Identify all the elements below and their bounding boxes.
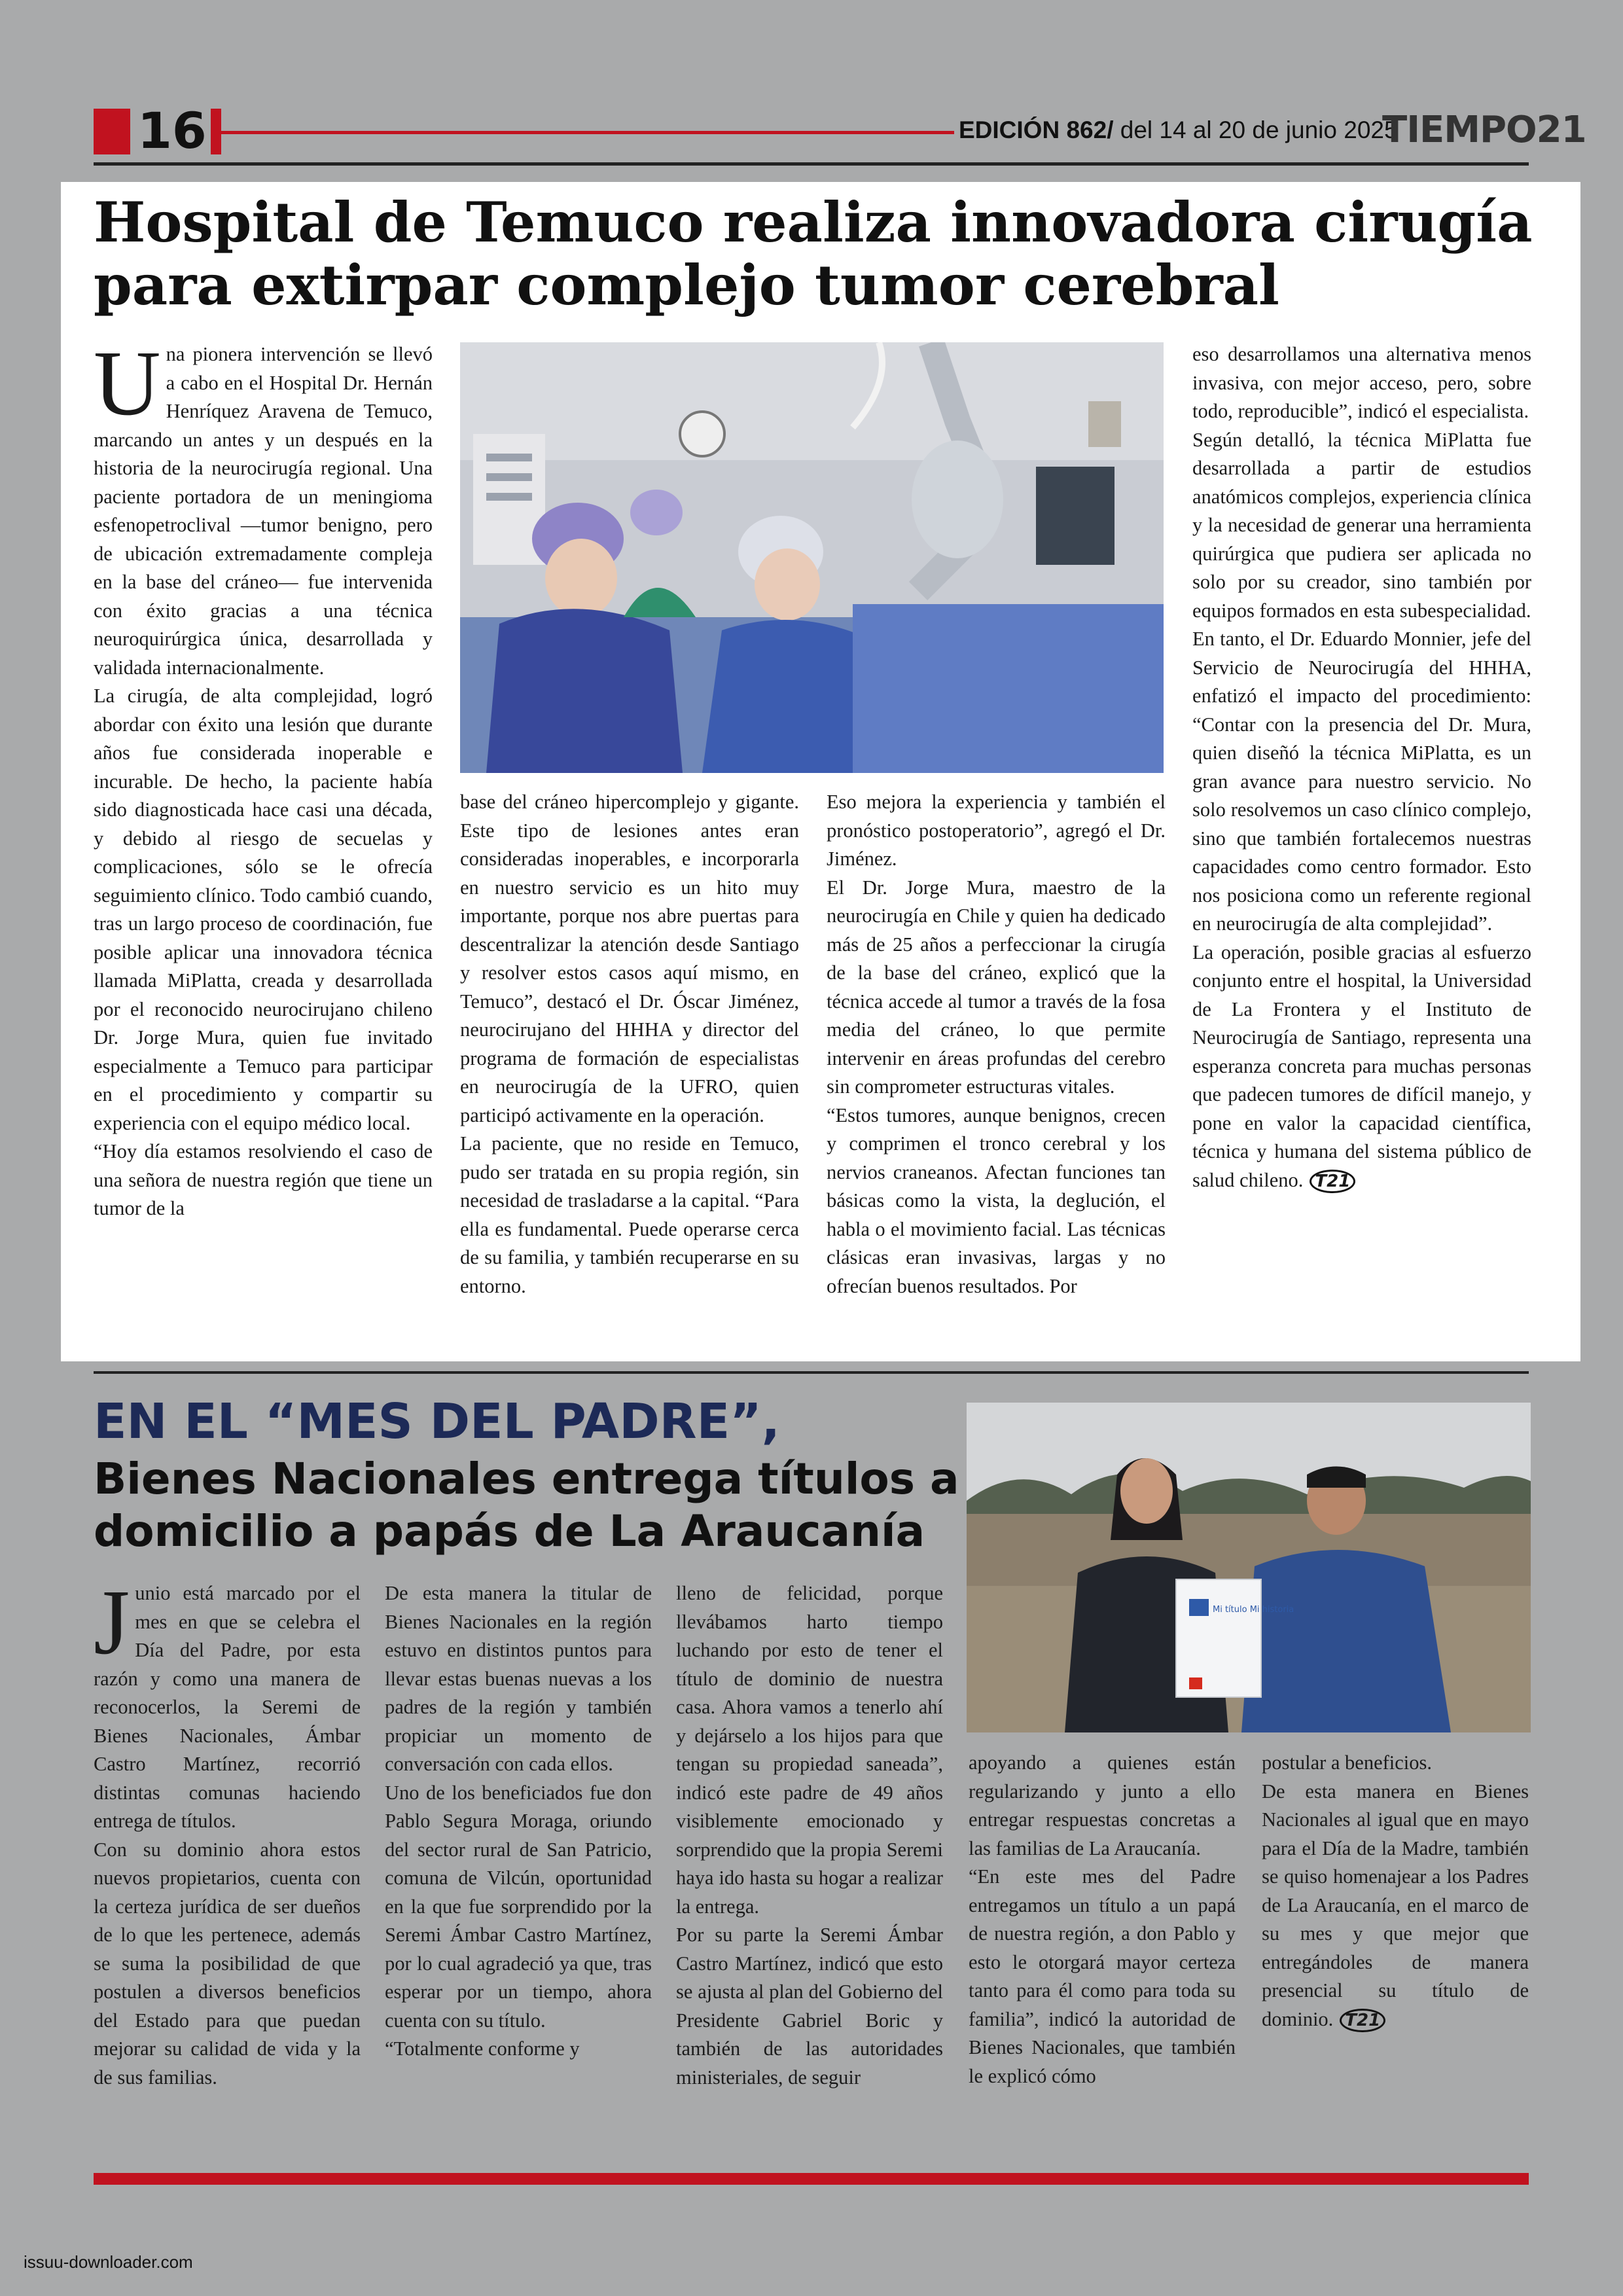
document-label: Mi título Mi historia bbox=[1213, 1605, 1294, 1615]
title-delivery-photo-illustration bbox=[967, 1403, 1531, 1732]
header-rule bbox=[94, 162, 1529, 166]
paragraph: El Dr. Jorge Mura, maestro de la neurocirugía en Chile y quien ha dedicado más de 25 años a perfeccionar la cirugía de la base del cráneo, explicó que la técnica accede al tumor a través de la fosa media del cráneo, lo que permite intervenir en áreas profundas del cerebro sin comprometer estructuras vitales. bbox=[827, 876, 1166, 1098]
page-number-marker bbox=[94, 109, 130, 154]
article-hospital-headline: Hospital de Temuco realiza innovadora cirugía para extirpar complejo tumor cerebral bbox=[94, 190, 1533, 317]
paragraph: En tanto, el Dr. Eduardo Monnier, jefe del Servicio de Neurocirugía del HHHA, enfatizó el impacto del procedimiento: “Contar con la presencia del Dr. Mura, quien diseñó la técnica MiPlatta, es un gran avance para nuestro servicio. No solo resolvemos un caso clínico complejo, sino que también fortalecemos nuestras capacidades como centro formador. Esto nos posiciona como un referente regional en neurocirugía de alta complejidad”. bbox=[1192, 628, 1531, 935]
paragraph: lleno de felicidad, porque llevábamos harto tiempo luchando por esto de tener el título de dominio de nuestra casa. Ahora vamos a tenerlo ahí y dejárselo a los hijos para que tengan su propiedad saneada”, indicó este padre de 49 años visiblemente emocionado y sorprendido que la propia Seremi haya ido hasta su hogar a realizar la entrega. bbox=[676, 1582, 943, 1918]
paragraph: De esta manera la titular de Bienes Nacionales en la región estuvo en distintos puntos para llevar estas buenas nuevas a los padres de la región y también propiciar un momento de conversación con cada ellos. bbox=[385, 1582, 652, 1775]
article-bienes-headline: Bienes Nacionales entrega títulos a domicilio a papás de La Araucanía bbox=[94, 1454, 959, 1556]
article-bienes-col-1 bbox=[94, 1570, 361, 2092]
end-mark-icon: T21 bbox=[1340, 2009, 1385, 2032]
article-bienes-col-5 bbox=[1262, 1749, 1529, 2035]
paragraph: De esta manera en Bienes Nacionales al igual que en mayo para el Día de la Madre, también se quiso homenajear a los Padres de La Araucanía, en el marco de su mes y que mejor que entregándoles de manera presencial su título de dominio. bbox=[1262, 1780, 1529, 2030]
edition-dates: del 14 al 20 de junio 2025 bbox=[1113, 117, 1398, 143]
article-hospital-col-1 bbox=[94, 331, 433, 1223]
paragraph: Eso mejora la experiencia y también el pronóstico postoperatorio”, agregó el Dr. Jiménez. bbox=[827, 791, 1166, 870]
paragraph: La paciente, que no reside en Temuco, pudo ser tratada en su propia región, sin necesidad de trasladarse a la capital. “Para ella es fundamental. Puede operarse cerca de su familia, y también recuperarse en su entorno. bbox=[460, 1132, 799, 1297]
brand-logo: TIEMPO21 bbox=[1382, 109, 1586, 151]
section-divider bbox=[94, 1371, 1529, 1374]
article-bienes-col-2 bbox=[385, 1579, 652, 2064]
article-hospital-col-3 bbox=[827, 788, 1166, 1300]
paragraph: postular a beneficios. bbox=[1262, 1751, 1433, 1774]
paragraph: La operación, posible gracias al esfuerzo conjunto entre el hospital, la Universidad de La Frontera y el Instituto de Neurocirugía de Santiago, representa una esperanza concreta para muchas personas que padecen tumores de difícil manejo, y pone en valor la capacidad científica, técnica y humana del sistema público de salud chileno. bbox=[1192, 941, 1531, 1191]
paragraph-final bbox=[1192, 939, 1531, 1196]
title-delivery-photo bbox=[967, 1403, 1531, 1732]
article-bienes-col-3 bbox=[676, 1579, 943, 2092]
paragraph: eso desarrollamos una alternativa menos invasiva, con mejor acceso, pero, sobre todo, reproducible”, indicó el especialista. bbox=[1192, 343, 1531, 422]
footer-source: issuu-downloader.com bbox=[24, 2252, 193, 2272]
footer-red-bar bbox=[94, 2173, 1529, 2185]
header-red-line bbox=[221, 131, 954, 134]
paragraph-final bbox=[1262, 1778, 1529, 2036]
page-number: 16 bbox=[137, 101, 207, 160]
paragraph: La cirugía, de alta complejidad, logró abordar con éxito una lesión que durante años fue considerada inoperable e incurable. De hecho, la paciente había sido diagnosticada hace casi una década, y debido al riesgo de secuelas y complicaciones, sólo se le ofrecía seguimiento clínico. Todo cambió cuando, tras un largo proceso de coordinación, fue posible aplicar una innovadora técnica llamada MiPlatta, creada y desarrollada por el reconocido neurocirujano chileno Dr. Jorge Mura, quien fue invitado especialmente a Temuco para participar en el procedimiento y compartir su experiencia con el equipo médico local. bbox=[94, 685, 433, 1134]
paragraph: Por su parte la Seremi Ámbar Castro Martínez, indicó que esto se ajusta al plan del Gobierno del Presidente Gabriel Boric y también de las autoridades ministeriales, de seguir bbox=[676, 1924, 943, 2089]
paragraph: “Estos tumores, aunque benignos, crecen y comprimen el tronco cerebral y los nervios craneanos. Afectan funciones tan básicas como la vista, la deglución, el habla o el movimiento facial. Las técnicas clásicas eran invasivas, largas y no ofrecían buenos resultados. Por bbox=[827, 1103, 1166, 1297]
paragraph: Con su dominio ahora estos nuevos propietarios, cuenta con la certeza jurídica de ser dueños de lo que les pertenece, además se suma la posibilidad de que postulen a diversos beneficios del Estado para que puedan mejorar su calidad de vida y la de sus familias. bbox=[94, 1838, 361, 2089]
page-number-marker-right bbox=[211, 109, 221, 154]
paragraph: “Hoy día estamos resolviendo el caso de una señora de nuestra región que tiene un tumor de la bbox=[94, 1140, 433, 1219]
article-hospital-col-4 bbox=[1192, 340, 1531, 1196]
surgery-photo bbox=[460, 342, 1164, 773]
article-bienes-kicker: EN EL “MES DEL PADRE”, bbox=[94, 1393, 780, 1450]
paragraph: Uno de los beneficiados fue don Pablo Segura Moraga, oriundo del sector rural de San Patricio, comuna de Vilcún, oportunidad en la que fue sorprendido por la Seremi Ámbar Castro Martínez, por lo cual agradeció ya que, tras esperar por un tiempo, ahora cuenta con su título. bbox=[385, 1781, 652, 2032]
paragraph: na pionera intervención se llevó a cabo en el Hospital Dr. Hernán Henríquez Aravena de Temuco, marcando un antes y un después en la historia de la neurocirugía regional. Una paciente portadora de un meningioma esfenopetroclival —tumor benigno, pero de ubicación extremadamente compleja en la base del cráneo— fue intervenida con éxito gracias a una técnica neuroquirúrgica única, desarrollada y validada internacionalmente. bbox=[94, 343, 433, 679]
dropcap: J bbox=[94, 1570, 130, 1674]
paragraph: Según detalló, la técnica MiPlatta fue desarrollada a partir de estudios anatómicos complejos, experiencia clínica y la necesidad de generar una herramienta quirúrgica que pudiera ser aplicada no solo por su creador, sino también por equipos formados en esta subespecialidad. bbox=[1192, 428, 1531, 622]
paragraph: apoyando a quienes están regularizando y junto a ello entregar respuestas concretas a las familias de La Araucanía. bbox=[969, 1751, 1236, 1859]
article-hospital-col-2 bbox=[460, 788, 799, 1300]
edition-info bbox=[959, 117, 1398, 144]
paragraph: unio está marcado por el mes en que se celebra el Día del Padre, por esta razón y como una manera de reconocerlos, la Seremi de Bienes Nacionales, Ámbar Castro Martínez, recorrió distintas comunas haciendo entrega de títulos. bbox=[94, 1582, 361, 1832]
paragraph: “En este mes del Padre entregamos un título a un papá de nuestra región, a don Pablo y esto le otorgará mayor certeza tanto para él como para toda su familia”, indicó la autoridad de Bienes Nacionales, que también le explicó cómo bbox=[969, 1865, 1236, 2087]
end-mark-icon: T21 bbox=[1310, 1170, 1355, 1193]
paragraph: base del cráneo hipercomplejo y gigante. Este tipo de lesiones antes eran consideradas inoperables, e incorporarla en nuestro servicio es un hito muy importante, porque nos abre puertas para descentralizar la atención desde Santiago y resolver estos casos aquí mismo, en Temuco”, destacó el Dr. Óscar Jiménez, neurocirujano del HHHA y director del programa de formación de especialistas en neurocirugía de la UFRO, quien participó activamente en la operación. bbox=[460, 791, 799, 1126]
edition-number: EDICIÓN 862/ bbox=[959, 117, 1114, 143]
paragraph: “Totalmente conforme y bbox=[385, 2037, 580, 2060]
surgery-photo-illustration bbox=[460, 342, 1164, 773]
dropcap: U bbox=[94, 331, 161, 435]
article-bienes-col-4 bbox=[969, 1749, 1236, 2090]
